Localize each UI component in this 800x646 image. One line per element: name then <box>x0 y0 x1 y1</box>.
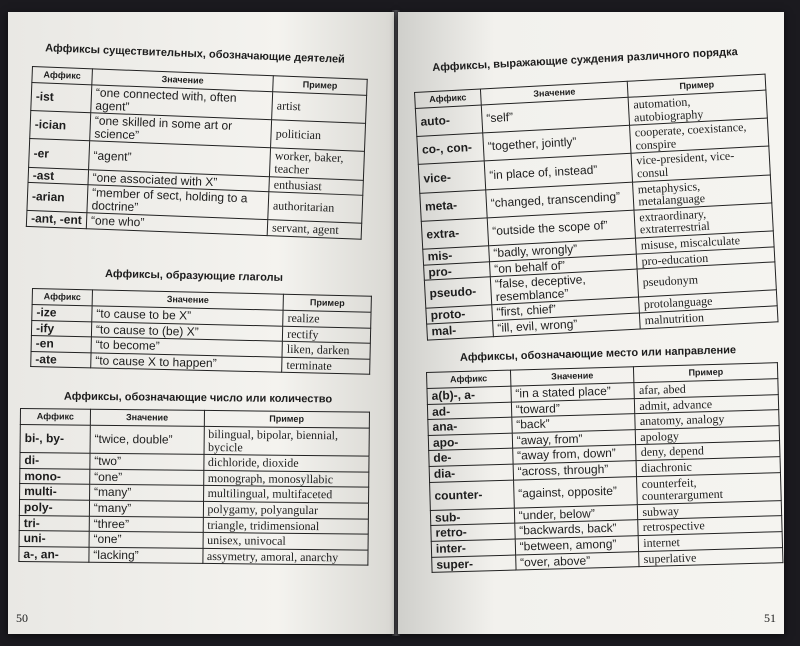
meaning-cell: “member of sect, holding to a doctrine” <box>87 185 269 220</box>
meaning-cell: “between, among” <box>515 536 639 555</box>
affix-cell: a-, an- <box>19 546 89 562</box>
meaning-cell: “three” <box>89 516 203 533</box>
place-title: Аффиксы, обозначающие место или направление <box>459 344 737 364</box>
example-cell: assymetry, amoral, anarchy <box>202 548 368 565</box>
meaning-cell: “one” <box>89 531 203 548</box>
example-cell: extraordinary, extraterrestrial <box>634 203 773 238</box>
affix-header: Аффикс <box>20 409 90 426</box>
page-number-right: 51 <box>764 611 776 625</box>
meaning-cell: “agent” <box>88 141 270 176</box>
example-cell: servant, agent <box>267 220 361 239</box>
affix-cell: apo- <box>428 433 512 451</box>
meaning-cell: “many” <box>89 500 203 517</box>
meaning-header: Значение <box>480 81 628 105</box>
meaning-cell: “in a stated place” <box>511 383 635 402</box>
example-cell: anatomy, analogy <box>635 410 779 430</box>
example-cell: counterfeit, counterargument <box>637 472 781 504</box>
example-cell: superlative <box>639 547 783 567</box>
example-cell: cooperate, coexistance, conspire <box>630 118 769 153</box>
meaning-cell: “away, from” <box>512 429 636 448</box>
affix-cell: inter- <box>431 539 515 557</box>
example-cell: deny, depend <box>636 441 780 461</box>
affix-cell: di- <box>20 453 90 469</box>
meaning-cell: “one associated with X” <box>88 169 270 192</box>
meaning-cell: “toward” <box>511 398 635 417</box>
example-cell: unisex, univocal <box>203 533 369 550</box>
affix-cell: -ize <box>32 305 92 322</box>
place-table <box>426 362 783 573</box>
affix-cell: de- <box>429 448 513 466</box>
meaning-cell: “over, above” <box>515 551 639 570</box>
meaning-cell: “to cause to be X” <box>92 306 284 326</box>
table-row <box>19 546 368 565</box>
affix-cell: extra- <box>421 218 488 250</box>
affix-cell: uni- <box>19 531 89 547</box>
meaning-cell: “false, deceptive, resemblance” <box>490 269 639 305</box>
meaning-cell: “twice, double” <box>90 425 204 454</box>
meaning-cell: “together, jointly” <box>483 125 632 161</box>
meaning-header: Значение <box>92 290 284 310</box>
example-cell: admit, advance <box>635 394 779 414</box>
meaning-cell: “in place of, instead” <box>484 154 633 190</box>
meaning-cell: “lacking” <box>89 547 203 564</box>
meaning-cell: “first, chief” <box>492 297 640 320</box>
example-cell: monograph, monosyllabic <box>203 470 369 487</box>
example-cell: malnutrition <box>640 306 778 329</box>
affix-cell: mal- <box>427 321 494 340</box>
example-header: Пример <box>273 76 367 96</box>
affix-cell: -er <box>29 139 90 169</box>
affix-cell: meta- <box>420 189 487 221</box>
left-page <box>8 12 394 634</box>
example-cell: terminate <box>282 357 370 375</box>
judgement-table <box>414 74 779 341</box>
affix-cell: super- <box>432 555 516 573</box>
meaning-cell: “to become” <box>91 337 283 357</box>
affix-cell: sub- <box>430 508 514 526</box>
affix-cell: -ast <box>28 167 88 185</box>
example-cell: worker, baker, teacher <box>270 148 365 180</box>
numbers-title: Аффиксы, обозначающие число или количество <box>63 390 333 406</box>
example-cell: bilingual, bipolar, biennial, bycicle <box>204 426 370 456</box>
affix-cell: -ant, -ent <box>26 211 86 229</box>
meaning-cell: “badly, wrongly” <box>489 238 637 261</box>
example-cell: artist <box>272 92 367 124</box>
meaning-cell: “many” <box>89 485 203 502</box>
example-cell: retrospective <box>638 516 782 536</box>
example-cell: liken, darken <box>282 341 370 359</box>
example-cell: realize <box>283 310 371 328</box>
affix-cell: -ician <box>30 111 91 141</box>
example-cell: polygamy, polyangular <box>203 501 369 518</box>
example-header: Пример <box>628 74 766 97</box>
meaning-cell: “under, below” <box>514 504 638 523</box>
example-cell: diachronic <box>636 457 780 477</box>
example-cell: afar, abed <box>634 379 778 399</box>
example-cell: pseudonym <box>638 262 777 297</box>
meaning-cell: “on behalf of” <box>489 254 637 277</box>
affix-cell: bi-, by- <box>20 425 90 454</box>
affix-cell: proto- <box>426 305 493 324</box>
affix-cell: co-, con- <box>417 133 484 165</box>
meaning-cell: “back” <box>512 414 636 433</box>
example-cell: subway <box>638 500 782 520</box>
example-cell: metaphysics, metalanguage <box>633 175 772 210</box>
example-cell: authoritarian <box>268 192 363 224</box>
affix-cell: auto- <box>415 105 482 137</box>
meaning-header: Значение <box>510 367 634 386</box>
meaning-cell: “across, through” <box>513 461 637 480</box>
affix-cell: mono- <box>20 468 90 484</box>
affix-cell: ana- <box>428 417 512 435</box>
meaning-cell: “outside the scope of” <box>487 210 636 246</box>
page-number-left: 50 <box>16 611 28 625</box>
affix-cell: ad- <box>427 402 511 420</box>
numbers-table <box>18 408 370 566</box>
meaning-cell: “to cause to (be) X” <box>91 321 283 341</box>
example-cell: dichloride, dioxide <box>203 455 369 472</box>
affix-cell: pseudo- <box>424 277 491 309</box>
affix-cell: retro- <box>431 523 515 541</box>
meaning-cell: “one who” <box>86 213 268 236</box>
example-cell: apology <box>636 425 780 445</box>
affix-header: Аффикс <box>32 289 92 306</box>
nouns-title: Аффиксы существительных, обозначающие деятелей <box>44 42 346 66</box>
verbs-table <box>30 288 372 375</box>
example-header: Пример <box>204 410 370 428</box>
meaning-cell: “ill, evil, wrong” <box>492 313 640 336</box>
affix-cell: pro- <box>424 261 491 280</box>
affix-cell: -en <box>31 336 91 353</box>
example-header: Пример <box>283 294 371 312</box>
affix-header: Аффикс <box>32 67 92 85</box>
meaning-cell: “self” <box>481 97 630 133</box>
affix-cell: poly- <box>19 499 89 515</box>
example-cell: automation, autobiography <box>628 90 767 125</box>
example-cell: multilingual, multifaceted <box>203 486 369 503</box>
affix-header: Аффикс <box>427 370 511 388</box>
example-cell: misuse, miscalculate <box>636 231 774 254</box>
example-cell: triangle, tridimensional <box>203 517 369 534</box>
affix-header: Аффикс <box>415 89 482 108</box>
affix-cell: tri- <box>19 515 89 531</box>
affix-cell: vice- <box>418 161 485 193</box>
affix-cell: -ist <box>31 83 92 113</box>
example-cell: politician <box>271 120 366 152</box>
affix-cell: -arian <box>27 183 88 213</box>
affix-cell: dia- <box>429 464 513 482</box>
example-cell: protolanguage <box>639 290 777 313</box>
meaning-cell: “backwards, back” <box>515 520 639 539</box>
meaning-cell: “one” <box>90 469 204 486</box>
meaning-header: Значение <box>92 69 274 92</box>
example-cell: vice-president, vice-consul <box>631 146 770 181</box>
meaning-cell: “one connected with, often agent” <box>91 85 273 120</box>
affix-cell: -ify <box>31 320 91 337</box>
example-cell: enthusiast <box>269 176 363 195</box>
meaning-cell: “against, opposite” <box>513 476 637 508</box>
meaning-cell: “to cause X to happen” <box>91 353 283 373</box>
nouns-table <box>26 66 368 240</box>
meaning-cell: “two” <box>90 453 204 470</box>
affix-cell: multi- <box>20 484 90 500</box>
example-cell: internet <box>639 532 783 552</box>
example-cell: rectify <box>283 326 371 344</box>
meaning-cell: “away from, down” <box>512 445 636 464</box>
verbs-title: Аффиксы, образующие глаголы <box>104 267 284 285</box>
affix-cell: counter- <box>430 480 515 511</box>
affix-cell: mis- <box>423 246 490 265</box>
example-header: Пример <box>634 363 778 383</box>
affix-cell: a(b)-, a- <box>427 386 511 404</box>
affix-cell: -ate <box>31 351 91 368</box>
meaning-cell: “one skilled in some art or science” <box>90 113 272 148</box>
example-cell: pro-education <box>637 246 775 269</box>
judgement-title: Аффиксы, выражающие суждения различного порядка <box>432 46 738 74</box>
table-row <box>20 425 369 457</box>
meaning-cell: “changed, transcending” <box>486 182 635 218</box>
meaning-header: Значение <box>90 409 204 426</box>
right-page <box>398 12 784 634</box>
